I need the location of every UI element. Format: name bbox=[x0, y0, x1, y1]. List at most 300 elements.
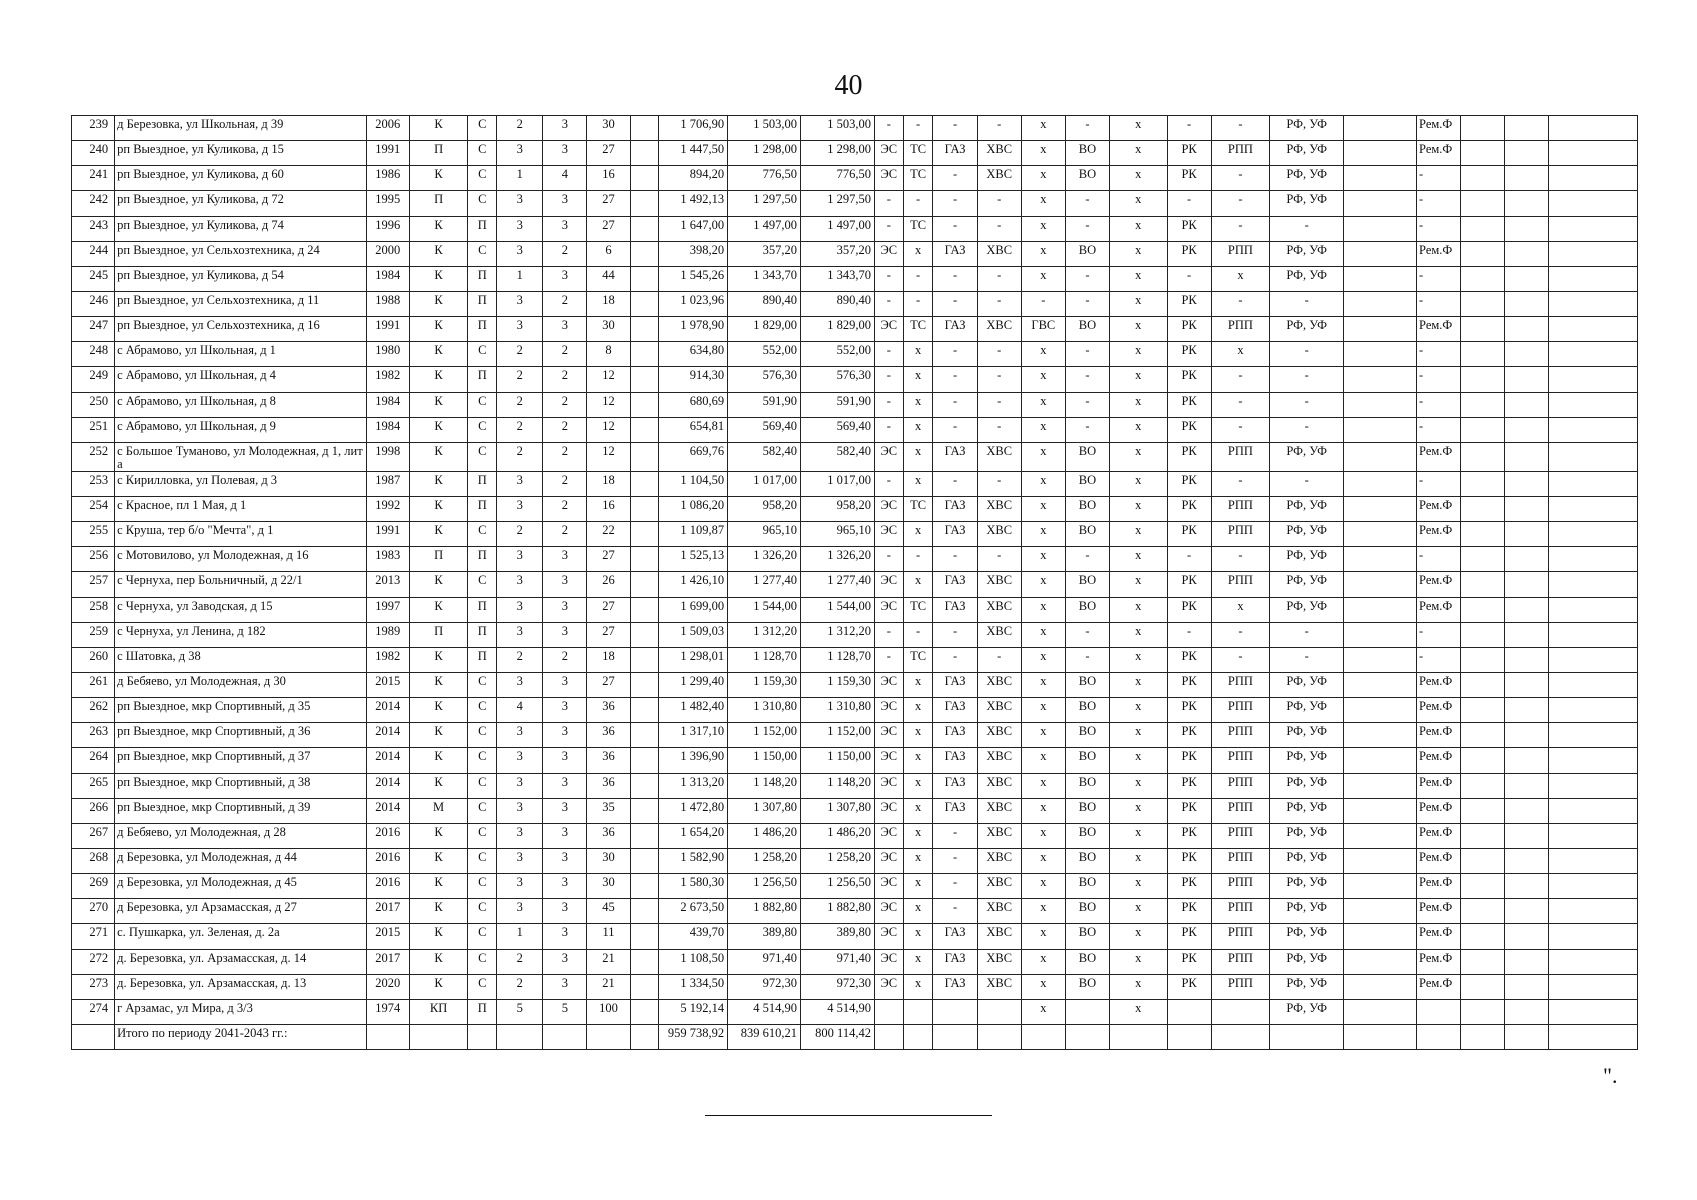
table-cell: 251 bbox=[72, 417, 115, 442]
table-cell bbox=[1344, 999, 1417, 1024]
table-cell: ГАЗ bbox=[933, 522, 977, 547]
table-cell: 244 bbox=[72, 241, 115, 266]
table-cell: х bbox=[1110, 622, 1168, 647]
table-cell: ХВС bbox=[977, 317, 1021, 342]
table-cell: х bbox=[903, 392, 933, 417]
table-cell: С bbox=[468, 974, 497, 999]
table-cell: 16 bbox=[587, 496, 630, 521]
table-cell bbox=[1021, 1024, 1065, 1049]
table-cell: 1 277,40 bbox=[801, 572, 875, 597]
table-cell: РПП bbox=[1211, 723, 1270, 748]
table-cell: 1 310,80 bbox=[728, 698, 801, 723]
table-cell bbox=[1549, 949, 1638, 974]
table-cell bbox=[1549, 899, 1638, 924]
table-cell bbox=[1549, 191, 1638, 216]
table-cell: х bbox=[1110, 166, 1168, 191]
table-cell: 569,40 bbox=[728, 417, 801, 442]
table-cell: РК bbox=[1167, 874, 1211, 899]
table-cell: РПП bbox=[1211, 522, 1270, 547]
table-cell: - bbox=[977, 291, 1021, 316]
table-cell: 2014 bbox=[366, 698, 409, 723]
table-cell bbox=[1549, 367, 1638, 392]
table-cell bbox=[1549, 417, 1638, 442]
table-cell: 3 bbox=[497, 496, 543, 521]
table-row bbox=[72, 392, 1638, 417]
table-cell: - bbox=[874, 191, 903, 216]
table-cell bbox=[1461, 999, 1505, 1024]
table-cell: РК bbox=[1167, 698, 1211, 723]
table-cell: РК bbox=[1167, 899, 1211, 924]
table-cell: 959 738,92 bbox=[659, 1024, 728, 1049]
table-cell bbox=[1344, 899, 1417, 924]
table-cell: К bbox=[409, 773, 468, 798]
table-cell: РПП bbox=[1211, 748, 1270, 773]
table-cell: - bbox=[933, 874, 977, 899]
table-cell bbox=[1065, 1024, 1109, 1049]
table-cell: 274 bbox=[72, 999, 115, 1024]
table-cell: - bbox=[1065, 367, 1109, 392]
table-cell bbox=[497, 1024, 543, 1049]
table-cell: 2 bbox=[497, 522, 543, 547]
table-cell: - bbox=[977, 266, 1021, 291]
table-cell: 1 298,01 bbox=[659, 647, 728, 672]
table-cell bbox=[1505, 166, 1549, 191]
table-cell: П bbox=[468, 597, 497, 622]
table-cell: 1982 bbox=[366, 647, 409, 672]
table-cell: 1 bbox=[497, 166, 543, 191]
table-cell: РК bbox=[1167, 216, 1211, 241]
table-cell: 22 bbox=[587, 522, 630, 547]
table-cell bbox=[630, 471, 659, 496]
table-cell: РК bbox=[1167, 471, 1211, 496]
table-cell: К bbox=[409, 392, 468, 417]
table-cell: РФ, УФ bbox=[1270, 166, 1344, 191]
table-cell bbox=[1461, 848, 1505, 873]
table-cell: 839 610,21 bbox=[728, 1024, 801, 1049]
table-cell: ЭС bbox=[874, 166, 903, 191]
table-cell: 3 bbox=[497, 291, 543, 316]
table-cell: х bbox=[1110, 999, 1168, 1024]
table-cell bbox=[1505, 442, 1549, 471]
table-cell bbox=[874, 999, 903, 1024]
table-cell bbox=[1344, 597, 1417, 622]
table-cell bbox=[1549, 698, 1638, 723]
table-cell: 257 bbox=[72, 572, 115, 597]
housing-registry-table bbox=[71, 115, 1638, 1050]
table-row bbox=[72, 471, 1638, 496]
table-cell bbox=[933, 999, 977, 1024]
table-cell: 2017 bbox=[366, 899, 409, 924]
table-cell: - bbox=[1417, 622, 1461, 647]
table-cell: - bbox=[874, 547, 903, 572]
table-cell: 1995 bbox=[366, 191, 409, 216]
table-cell: с Мотовилово, ул Молодежная, д 16 bbox=[115, 547, 367, 572]
table-cell: 1 150,00 bbox=[728, 748, 801, 773]
table-cell: С bbox=[468, 572, 497, 597]
table-cell: - bbox=[874, 647, 903, 672]
table-cell: 4 514,90 bbox=[728, 999, 801, 1024]
table-cell: ХВС bbox=[977, 848, 1021, 873]
table-cell: РФ, УФ bbox=[1270, 241, 1344, 266]
table-cell: 239 bbox=[72, 116, 115, 141]
table-cell bbox=[903, 1024, 933, 1049]
table-cell: ЭС bbox=[874, 748, 903, 773]
table-cell: ЭС bbox=[874, 241, 903, 266]
table-cell bbox=[1344, 496, 1417, 521]
table-cell: 261 bbox=[72, 672, 115, 697]
table-cell: х bbox=[1110, 266, 1168, 291]
table-cell: 1 017,00 bbox=[728, 471, 801, 496]
table-cell: РПП bbox=[1211, 874, 1270, 899]
table-cell: Рем.Ф bbox=[1417, 924, 1461, 949]
table-cell: П bbox=[409, 141, 468, 166]
table-cell: ГАЗ bbox=[933, 924, 977, 949]
table-cell: РФ, УФ bbox=[1270, 949, 1344, 974]
table-cell: х bbox=[1021, 141, 1065, 166]
table-cell: - bbox=[1417, 342, 1461, 367]
table-cell: 260 bbox=[72, 647, 115, 672]
table-cell: 12 bbox=[587, 367, 630, 392]
table-row bbox=[72, 317, 1638, 342]
table-cell: - bbox=[977, 417, 1021, 442]
table-cell bbox=[1344, 216, 1417, 241]
table-cell bbox=[630, 748, 659, 773]
table-cell: - bbox=[933, 848, 977, 873]
table-cell: 1 486,20 bbox=[801, 823, 875, 848]
table-cell bbox=[1505, 949, 1549, 974]
table-cell: 11 bbox=[587, 924, 630, 949]
table-cell: С bbox=[468, 166, 497, 191]
table-cell: х bbox=[903, 442, 933, 471]
table-cell: Рем.Ф bbox=[1417, 823, 1461, 848]
table-cell: 265 bbox=[72, 773, 115, 798]
table-cell: 35 bbox=[587, 798, 630, 823]
table-cell: х bbox=[1021, 723, 1065, 748]
table-cell: - bbox=[903, 547, 933, 572]
table-cell: 272 bbox=[72, 949, 115, 974]
table-cell: - bbox=[933, 166, 977, 191]
table-cell: ХВС bbox=[977, 924, 1021, 949]
table-cell: 5 192,14 bbox=[659, 999, 728, 1024]
table-cell bbox=[630, 191, 659, 216]
table-cell: 1 447,50 bbox=[659, 141, 728, 166]
table-cell: С bbox=[468, 698, 497, 723]
table-cell: 243 bbox=[72, 216, 115, 241]
table-cell: х bbox=[1021, 116, 1065, 141]
table-cell: х bbox=[1110, 392, 1168, 417]
table-cell: - bbox=[1211, 191, 1270, 216]
table-cell: С bbox=[468, 672, 497, 697]
table-cell: К bbox=[409, 597, 468, 622]
table-cell: ВО bbox=[1065, 723, 1109, 748]
table-cell: 1 256,50 bbox=[728, 874, 801, 899]
table-cell bbox=[1461, 823, 1505, 848]
table-cell: К bbox=[409, 216, 468, 241]
table-cell: х bbox=[1110, 672, 1168, 697]
table-cell: х bbox=[1211, 266, 1270, 291]
table-cell bbox=[1461, 1024, 1505, 1049]
table-row bbox=[72, 166, 1638, 191]
table-cell: - bbox=[977, 116, 1021, 141]
table-cell: 1 017,00 bbox=[801, 471, 875, 496]
table-cell: - bbox=[933, 291, 977, 316]
table-cell: 914,30 bbox=[659, 367, 728, 392]
table-cell: - bbox=[933, 191, 977, 216]
table-cell: 1 509,03 bbox=[659, 622, 728, 647]
table-cell: 12 bbox=[587, 417, 630, 442]
table-row bbox=[72, 974, 1638, 999]
table-cell: ГАЗ bbox=[933, 974, 977, 999]
table-cell: П bbox=[468, 317, 497, 342]
table-cell: х bbox=[1021, 572, 1065, 597]
table-cell: с Красное, пл 1 Мая, д 1 bbox=[115, 496, 367, 521]
table-cell: 2 bbox=[543, 496, 587, 521]
table-cell: - bbox=[1167, 116, 1211, 141]
table-cell: 1982 bbox=[366, 367, 409, 392]
table-cell: 2013 bbox=[366, 572, 409, 597]
table-cell: 1 343,70 bbox=[801, 266, 875, 291]
table-cell bbox=[1505, 417, 1549, 442]
table-cell: РФ, УФ bbox=[1270, 572, 1344, 597]
table-row bbox=[72, 597, 1638, 622]
table-cell: 27 bbox=[587, 622, 630, 647]
table-cell bbox=[1167, 999, 1211, 1024]
table-cell: 1 978,90 bbox=[659, 317, 728, 342]
table-cell bbox=[1344, 874, 1417, 899]
table-cell: х bbox=[1021, 874, 1065, 899]
table-cell: ЭС bbox=[874, 141, 903, 166]
table-cell: Рем.Ф bbox=[1417, 672, 1461, 697]
table-cell: 18 bbox=[587, 291, 630, 316]
table-cell: 3 bbox=[497, 241, 543, 266]
table-cell: - bbox=[1065, 116, 1109, 141]
table-cell: х bbox=[1110, 823, 1168, 848]
table-cell: 1 298,00 bbox=[728, 141, 801, 166]
table-cell: - bbox=[933, 547, 977, 572]
table-cell: Рем.Ф bbox=[1417, 597, 1461, 622]
table-cell: х bbox=[1110, 317, 1168, 342]
table-cell: ВО bbox=[1065, 572, 1109, 597]
table-cell: ЭС bbox=[874, 572, 903, 597]
table-cell: д Березовка, ул Школьная, д 39 bbox=[115, 116, 367, 141]
table-cell: 30 bbox=[587, 317, 630, 342]
table-cell bbox=[1505, 798, 1549, 823]
table-cell bbox=[1549, 622, 1638, 647]
table-cell: ГАЗ bbox=[933, 773, 977, 798]
table-cell: 27 bbox=[587, 597, 630, 622]
table-cell: 3 bbox=[543, 547, 587, 572]
table-cell: 3 bbox=[497, 874, 543, 899]
table-cell: ХВС bbox=[977, 949, 1021, 974]
table-cell bbox=[1344, 698, 1417, 723]
table-cell: К bbox=[409, 166, 468, 191]
closing-quote: ". bbox=[1603, 1063, 1618, 1088]
table-cell: 1984 bbox=[366, 392, 409, 417]
table-cell: Рем.Ф bbox=[1417, 141, 1461, 166]
table-cell: К bbox=[409, 417, 468, 442]
table-cell: 3 bbox=[497, 317, 543, 342]
table-cell: 3 bbox=[543, 597, 587, 622]
table-cell: 2 bbox=[543, 241, 587, 266]
table-cell: ХВС bbox=[977, 899, 1021, 924]
table-cell: 249 bbox=[72, 367, 115, 392]
table-cell: - bbox=[874, 266, 903, 291]
table-cell bbox=[1344, 798, 1417, 823]
table-cell: - bbox=[1417, 417, 1461, 442]
table-cell: 1 150,00 bbox=[801, 748, 875, 773]
table-cell: х bbox=[1110, 496, 1168, 521]
table-cell: 3 bbox=[543, 698, 587, 723]
table-cell: ВО bbox=[1065, 899, 1109, 924]
table-cell: 2 bbox=[497, 417, 543, 442]
table-cell: ВО bbox=[1065, 241, 1109, 266]
table-cell: 634,80 bbox=[659, 342, 728, 367]
table-cell bbox=[1344, 116, 1417, 141]
table-cell: 3 bbox=[497, 748, 543, 773]
table-cell bbox=[1505, 547, 1549, 572]
table-row bbox=[72, 191, 1638, 216]
table-cell: 4 514,90 bbox=[801, 999, 875, 1024]
table-cell: ВО bbox=[1065, 874, 1109, 899]
table-cell bbox=[1461, 698, 1505, 723]
table-cell: - bbox=[1065, 622, 1109, 647]
table-cell: 21 bbox=[587, 974, 630, 999]
table-cell: 1 109,87 bbox=[659, 522, 728, 547]
table-cell: ВО bbox=[1065, 672, 1109, 697]
table-cell: - bbox=[977, 471, 1021, 496]
table-cell: 2014 bbox=[366, 798, 409, 823]
table-cell: ЭС bbox=[874, 442, 903, 471]
table-cell: 12 bbox=[587, 392, 630, 417]
table-cell bbox=[630, 723, 659, 748]
table-cell: х bbox=[1021, 241, 1065, 266]
table-cell: рп Выездное, мкр Спортивный, д 37 bbox=[115, 748, 367, 773]
table-cell: - bbox=[933, 622, 977, 647]
table-cell: 965,10 bbox=[801, 522, 875, 547]
table-cell: РФ, УФ bbox=[1270, 672, 1344, 697]
table-cell: с Шатовка, д 38 bbox=[115, 647, 367, 672]
table-cell: 3 bbox=[497, 723, 543, 748]
table-cell: 8 bbox=[587, 342, 630, 367]
table-cell: 1 396,90 bbox=[659, 748, 728, 773]
table-cell bbox=[1549, 1024, 1638, 1049]
table-cell: 27 bbox=[587, 191, 630, 216]
table-cell: ХВС bbox=[977, 442, 1021, 471]
table-cell: П bbox=[409, 622, 468, 647]
table-cell: 1 882,80 bbox=[728, 899, 801, 924]
table-cell: М bbox=[409, 798, 468, 823]
table-cell: 582,40 bbox=[728, 442, 801, 471]
table-cell bbox=[1505, 241, 1549, 266]
table-row bbox=[72, 848, 1638, 873]
table-cell: х bbox=[903, 672, 933, 697]
table-cell: - bbox=[977, 191, 1021, 216]
table-cell: х bbox=[1110, 241, 1168, 266]
table-cell: - bbox=[1211, 392, 1270, 417]
table-cell: 3 bbox=[543, 723, 587, 748]
table-cell bbox=[1461, 974, 1505, 999]
table-cell: 1 312,20 bbox=[728, 622, 801, 647]
table-cell: РФ, УФ bbox=[1270, 496, 1344, 521]
table-cell: рп Выездное, ул Куликова, д 72 bbox=[115, 191, 367, 216]
table-cell: С bbox=[468, 924, 497, 949]
table-cell: РФ, УФ bbox=[1270, 748, 1344, 773]
table-cell: 1 503,00 bbox=[801, 116, 875, 141]
table-cell: ГАЗ bbox=[933, 496, 977, 521]
table-cell: 1 128,70 bbox=[728, 647, 801, 672]
table-cell: Рем.Ф bbox=[1417, 496, 1461, 521]
table-cell: 3 bbox=[497, 773, 543, 798]
table-cell bbox=[630, 1024, 659, 1049]
table-cell: РФ, УФ bbox=[1270, 116, 1344, 141]
table-cell: ХВС bbox=[977, 522, 1021, 547]
table-cell bbox=[1344, 442, 1417, 471]
table-cell: 1 310,80 bbox=[801, 698, 875, 723]
table-cell: 1 159,30 bbox=[728, 672, 801, 697]
table-cell: 1 307,80 bbox=[801, 798, 875, 823]
table-cell: ЭС bbox=[874, 874, 903, 899]
table-cell: ЭС bbox=[874, 597, 903, 622]
table-cell bbox=[1549, 748, 1638, 773]
table-cell bbox=[543, 1024, 587, 1049]
table-cell: РК bbox=[1167, 723, 1211, 748]
table-cell: 242 bbox=[72, 191, 115, 216]
table-cell: х bbox=[1021, 191, 1065, 216]
table-cell: РФ, УФ bbox=[1270, 924, 1344, 949]
table-cell: РФ, УФ bbox=[1270, 874, 1344, 899]
table-cell bbox=[1549, 442, 1638, 471]
table-cell: ТС bbox=[903, 317, 933, 342]
table-cell: 1 326,20 bbox=[728, 547, 801, 572]
table-cell: х bbox=[903, 417, 933, 442]
table-cell: - bbox=[1270, 392, 1344, 417]
table-cell: К bbox=[409, 723, 468, 748]
table-cell bbox=[630, 367, 659, 392]
table-cell: ХВС bbox=[977, 597, 1021, 622]
table-cell bbox=[630, 874, 659, 899]
table-cell: ВО bbox=[1065, 798, 1109, 823]
table-cell bbox=[1505, 647, 1549, 672]
table-cell: - bbox=[1065, 191, 1109, 216]
table-cell: - bbox=[933, 417, 977, 442]
table-cell: - bbox=[933, 342, 977, 367]
table-cell: - bbox=[933, 116, 977, 141]
table-cell: - bbox=[1270, 291, 1344, 316]
table-cell: ХВС bbox=[977, 241, 1021, 266]
table-cell bbox=[1065, 999, 1109, 1024]
table-cell: 269 bbox=[72, 874, 115, 899]
table-cell bbox=[1549, 999, 1638, 1024]
table-cell bbox=[1344, 949, 1417, 974]
table-row bbox=[72, 216, 1638, 241]
table-cell: Рем.Ф bbox=[1417, 848, 1461, 873]
table-cell bbox=[1344, 166, 1417, 191]
table-cell: ГАЗ bbox=[933, 748, 977, 773]
table-cell: 1 882,80 bbox=[801, 899, 875, 924]
table-cell: х bbox=[1021, 698, 1065, 723]
table-cell: 18 bbox=[587, 647, 630, 672]
table-cell: 2 bbox=[497, 949, 543, 974]
table-cell: РК bbox=[1167, 597, 1211, 622]
table-cell: х bbox=[1110, 572, 1168, 597]
table-cell: 552,00 bbox=[801, 342, 875, 367]
table-cell bbox=[1549, 522, 1638, 547]
table-cell: РПП bbox=[1211, 572, 1270, 597]
table-cell: С bbox=[468, 848, 497, 873]
table-cell: РФ, УФ bbox=[1270, 773, 1344, 798]
table-cell: х bbox=[1110, 547, 1168, 572]
table-cell: х bbox=[1021, 522, 1065, 547]
